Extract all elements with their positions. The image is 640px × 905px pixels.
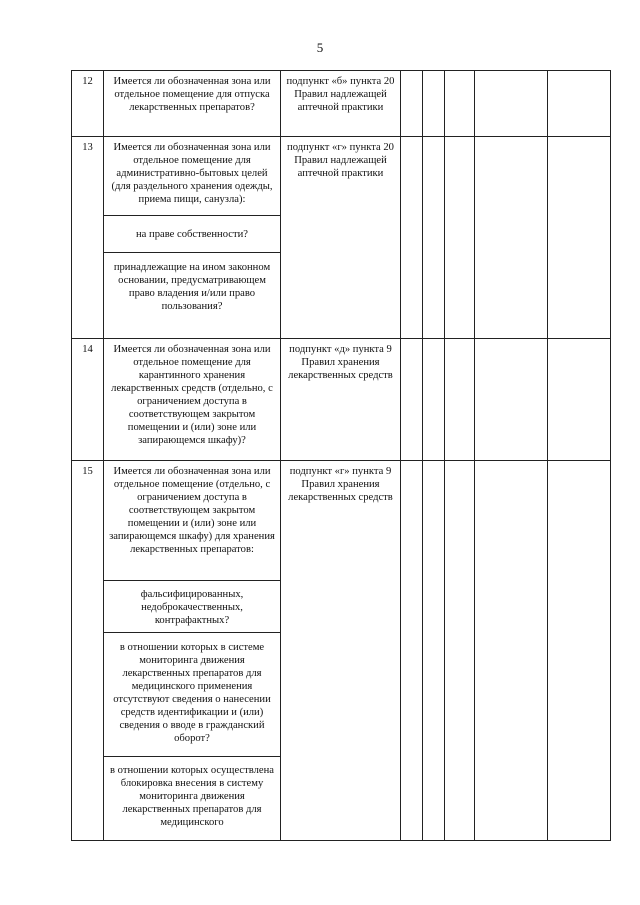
checklist-table [71, 70, 611, 841]
row-number: 15 [72, 461, 104, 841]
question-cell: Имеется ли обозначенная зона или отдельное помещение для карантинного хранения лекарственных средств (отдельно, с ограничением доступа в соответствующем закрытом помещении и (или) зоне или запирающемся шкафу)? [104, 339, 281, 461]
table-row [72, 137, 611, 216]
row-number: 13 [72, 137, 104, 339]
row-number: 14 [72, 339, 104, 461]
answer-na-cell [445, 137, 475, 339]
notes-cell [475, 339, 548, 461]
answer-no-cell [423, 137, 445, 339]
notes-cell [475, 137, 548, 339]
notes-cell [475, 461, 548, 841]
answer-no-cell [423, 339, 445, 461]
row-number: 12 [72, 71, 104, 137]
table-row [72, 71, 611, 137]
question-cell: Имеется ли обозначенная зона или отдельное помещение (отдельно, с ограничением доступа в соответствующем закрытом помещении и (или) зоне или запирающемся шкафу) для хранения лекарственных препаратов: [104, 461, 281, 581]
answer-no-cell [423, 71, 445, 137]
subquestion-cell: фальсифицированных, недоброкачественных, контрафактных? [104, 581, 281, 633]
answer-yes-cell [401, 71, 423, 137]
table-row [72, 339, 611, 461]
question-cell: Имеется ли обозначенная зона или отдельное помещение для отпуска лекарственных препаратов? [104, 71, 281, 137]
comment-cell [548, 71, 611, 137]
reference-cell: подпункт «г» пункта 20 Правил надлежащей аптечной практики [281, 137, 401, 339]
subquestion-cell: на праве собственности? [104, 216, 281, 253]
notes-cell [475, 71, 548, 137]
question-cell: Имеется ли обозначенная зона или отдельное помещение для административно-бытовых целей (для раздельного хранения одежды, приема пищи, санузла): [104, 137, 281, 216]
answer-na-cell [445, 71, 475, 137]
comment-cell [548, 339, 611, 461]
comment-cell [548, 137, 611, 339]
reference-cell: подпункт «г» пункта 9 Правил хранения лекарственных средств [281, 461, 401, 841]
comment-cell [548, 461, 611, 841]
subquestion-cell: в отношении которых осуществлена блокировка внесения в систему мониторинга движения лекарственных препаратов для медицинского [104, 757, 281, 841]
answer-na-cell [445, 339, 475, 461]
answer-na-cell [445, 461, 475, 841]
answer-no-cell [423, 461, 445, 841]
reference-cell: подпункт «д» пункта 9 Правил хранения лекарственных средств [281, 339, 401, 461]
answer-yes-cell [401, 339, 423, 461]
table-row [72, 461, 611, 581]
subquestion-cell: принадлежащие на ином законном основании, предусматривающем право владения и/или право пользования? [104, 253, 281, 339]
reference-cell: подпункт «б» пункта 20 Правил надлежащей аптечной практики [281, 71, 401, 137]
subquestion-cell: в отношении которых в системе мониторинга движения лекарственных препаратов для медицинского применения отсутствуют сведения о нанесении средств идентификации и (или) сведения о вводе в гражданский оборот? [104, 633, 281, 757]
page-number: 5 [316, 40, 324, 55]
answer-yes-cell [401, 461, 423, 841]
answer-yes-cell [401, 137, 423, 339]
